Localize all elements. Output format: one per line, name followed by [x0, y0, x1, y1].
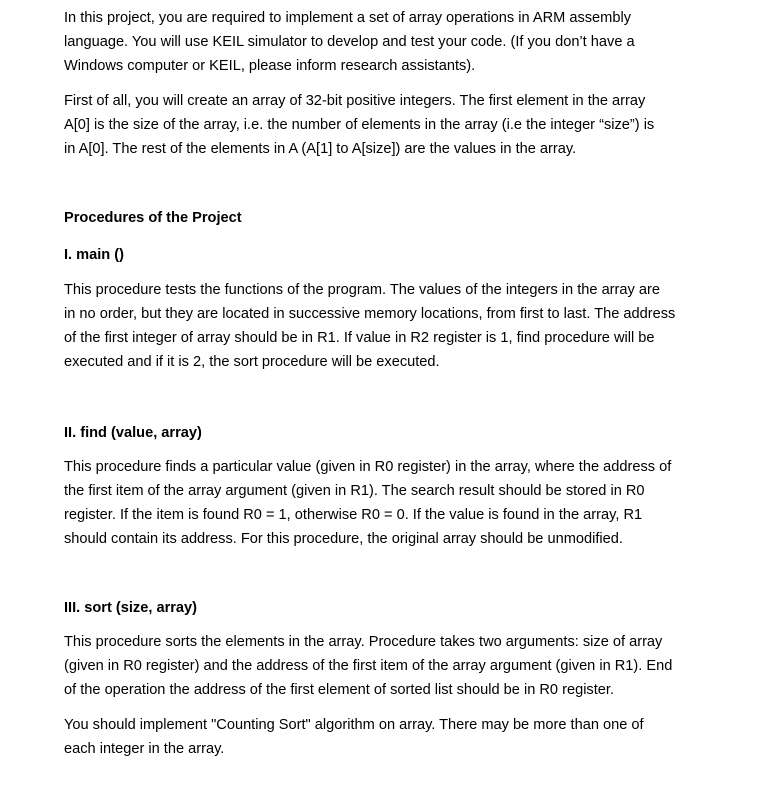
- counting-sort-paragraph: You should implement "Counting Sort" algorithm on array. There may be more than one of each integer in the array.: [64, 717, 644, 757]
- procedures-heading: Procedures of the Project: [64, 210, 242, 226]
- array-description-paragraph: First of all, you will create an array of 32-bit positive integers. The first element in the array A[0] is the size of the array, i.e. the number of elements in the array (i.e the integer “size”) is in A[0]. The rest of the elements in A (A[1] to A[size]) are the values in the array.: [64, 93, 655, 157]
- intro-paragraph: In this project, you are required to implement a set of array operations in ARM assembly language. You will use KEIL simulator to develop and test your code. (If you don’t have a Windows computer or KEIL, please inform research assistants).: [64, 10, 635, 74]
- main-procedure-paragraph: This procedure tests the functions of the program. The values of the integers in the array are in no order, but they are located in successive memory locations, from first to last. The address of the first integer of array should be in R1. If value in R2 register is 1, find procedure will be executed and if it is 2, the sort procedure will be executed.: [64, 282, 676, 370]
- find-procedure-paragraph: This procedure finds a particular value (given in R0 register) in the array, where the address of the first item of the array argument (given in R1). The search result should be stored in R0 register. If the item is found R0 = 1, otherwise R0 = 0. If the value is found in the array, R1 should contain its address. For this procedure, the original array should be unmodified.: [64, 459, 672, 547]
- document-page: [64, 6, 712, 761]
- sort-procedure-title: III. sort (size, array): [64, 600, 198, 616]
- find-procedure-title: II. find (value, array): [64, 425, 202, 441]
- sort-procedure-paragraph: This procedure sorts the elements in the array. Procedure takes two arguments: size of array (given in R0 register) and the address of the first item of the array argument (given in R1). End of the operation the address of the first element of sorted list should be in R0 register.: [64, 634, 673, 698]
- main-procedure-title: I. main (): [64, 247, 124, 263]
